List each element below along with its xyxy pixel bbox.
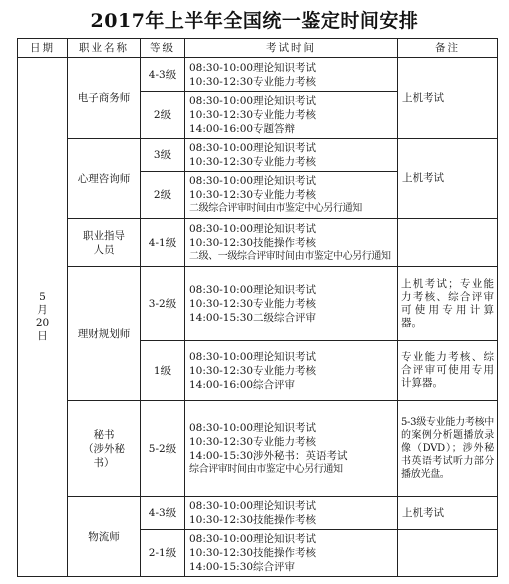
time-range: 14:00-15:30: [189, 311, 254, 324]
header-exam-time: 考试时间: [185, 39, 398, 58]
exam-subject: 综合评审: [253, 561, 295, 573]
time-range: 10:30-12:30: [189, 297, 254, 310]
level-cell: 3-2级: [141, 267, 185, 341]
remarks-cell: 专业能力考核、综合评审可使用专用计算器。: [398, 341, 498, 401]
occupation-name: 物流师: [68, 497, 141, 577]
review-notice: 二级、一级综合评审时间由市鉴定中心另行通知: [189, 250, 391, 262]
time-range: 08:30-10:00: [189, 95, 254, 107]
date-month-unit: 月: [37, 304, 48, 316]
level-cell: 2-1级: [141, 530, 185, 577]
remarks-cell: [398, 219, 498, 267]
time-range: 10:30-12:30: [189, 236, 254, 249]
time-range: 08:30-10:00: [189, 61, 254, 74]
time-range: 10:30-12:30: [189, 364, 254, 377]
time-range: 14:00-16:00: [189, 378, 254, 391]
exam-subject: 理论知识考试: [253, 175, 316, 187]
table-row: [18, 219, 498, 267]
remarks-cell: 5-3级专业能力考核中的案例分析题播放录像（DVD）；涉外秘书英语考试听力部分播放光盘。: [398, 401, 498, 497]
time-range: 14:00-15:30: [189, 561, 254, 573]
header-occupation: 职业名称: [68, 39, 141, 58]
exam-time-cell: [185, 92, 398, 139]
remarks-cell: 上机考试: [398, 139, 498, 219]
time-range: 08:30-10:00: [189, 350, 254, 363]
occupation-name-line: 职业指导: [83, 229, 125, 242]
exam-subject: 理论知识考试: [253, 350, 316, 363]
exam-time-cell: [185, 497, 398, 530]
time-range: 14:00-15:30: [189, 449, 254, 462]
level-cell: 5-2级: [141, 401, 185, 497]
exam-subject: 专业能力考核: [253, 364, 316, 377]
remarks-cell: 上机考试: [398, 58, 498, 139]
header-remarks: 备注: [398, 39, 498, 58]
time-range: 10:30-12:30: [189, 75, 254, 88]
exam-subject: 理论知识考试: [253, 61, 316, 74]
level-cell: 4-3级: [141, 58, 185, 92]
exam-time-cell: [185, 267, 398, 341]
level-cell: 4-3级: [141, 497, 185, 530]
exam-subject: 专业能力考核: [253, 75, 316, 88]
exam-subject: 理论知识考试: [253, 95, 316, 107]
time-range: 14:00-16:00: [189, 123, 254, 135]
time-range: 08:30-10:00: [189, 175, 254, 187]
exam-subject: 理论知识考试: [253, 283, 316, 296]
exam-time-cell: [185, 401, 398, 497]
occupation-name-line: 人员: [93, 243, 115, 256]
exam-subject: 技能操作考核: [253, 514, 316, 526]
header-row: [18, 39, 498, 58]
occupation-name: 电子商务师: [68, 58, 141, 139]
exam-subject: 专题答辩: [253, 123, 295, 135]
time-range: 10:30-12:30: [189, 109, 254, 121]
exam-time-cell: [185, 139, 398, 172]
date-day-number: 20: [35, 317, 50, 329]
exam-subject: 理论知识考试: [253, 533, 316, 545]
time-range: 08:30-10:00: [189, 142, 254, 154]
review-notice: 二级综合评审时间由市鉴定中心另行通知: [189, 203, 362, 214]
table-row: [18, 267, 498, 341]
exam-subject: 专业能力考核: [253, 189, 316, 201]
time-range: 08:30-10:00: [189, 222, 254, 235]
level-cell: 2级: [141, 92, 185, 139]
exam-time-cell: [185, 341, 398, 401]
exam-subject: 专业能力考核: [253, 156, 316, 168]
level-cell: 3级: [141, 139, 185, 172]
time-range: 10:30-12:30: [189, 547, 254, 559]
level-cell: 4-1级: [141, 219, 185, 267]
remarks-cell: 上机考试: [398, 497, 498, 530]
level-cell: 2级: [141, 172, 185, 219]
occupation-name-line: （涉外秘: [83, 442, 125, 455]
occupation-name-line: 秘书: [93, 428, 115, 441]
exam-subject: 技能操作考核: [253, 236, 316, 249]
exam-time-cell: [185, 530, 398, 577]
header-date: 日期: [18, 39, 68, 58]
exam-subject: 理论知识考试: [253, 142, 316, 154]
time-range: 08:30-10:00: [189, 533, 254, 545]
exam-subject: 专业能力考核: [253, 109, 316, 121]
time-range: 10:30-12:30: [189, 514, 254, 526]
page-title: 2017年上半年全国统一鉴定时间安排: [90, 10, 419, 32]
exam-subject: 理论知识考试: [253, 500, 316, 512]
time-range: 10:30-12:30: [189, 156, 254, 168]
table-row: [18, 139, 498, 172]
header-level: 等级: [141, 39, 185, 58]
exam-time-cell: [185, 58, 398, 92]
schedule-table: [17, 38, 498, 577]
date-cell: [18, 58, 68, 577]
exam-subject: 理论知识考试: [253, 222, 316, 235]
exam-subject: 理论知识考试: [253, 421, 316, 434]
exam-subject: 技能操作考核: [253, 547, 316, 559]
time-range: 08:30-10:00: [189, 500, 254, 512]
occupation-name: [68, 219, 141, 267]
time-range: 10:30-12:30: [189, 435, 254, 448]
time-range: 10:30-12:30: [189, 189, 254, 201]
exam-subject: 二级综合评审: [253, 311, 316, 324]
occupation-name: 心理咨询师: [68, 139, 141, 219]
exam-subject: 涉外秘书：英语考试: [253, 449, 348, 462]
remarks-cell: 上机考试；专业能力考核、综合评审可使用专用计算器。: [398, 267, 498, 341]
time-range: 08:30-10:00: [189, 421, 254, 434]
date-month-number: 5: [39, 291, 46, 303]
table-row: [18, 401, 498, 497]
occupation-name: [68, 401, 141, 497]
table-row: [18, 58, 498, 92]
exam-subject: 专业能力考核: [253, 435, 316, 448]
exam-time-cell: [185, 172, 398, 219]
date-day-unit: 日: [37, 330, 48, 342]
exam-subject: 专业能力考核: [253, 297, 316, 310]
exam-time-cell: [185, 219, 398, 267]
review-notice: 综合评审时间由市鉴定中心另行通知: [189, 463, 343, 475]
exam-subject: 综合评审: [253, 378, 295, 391]
level-cell: 1级: [141, 341, 185, 401]
table-row: [18, 497, 498, 530]
occupation-name-line: 书）: [93, 456, 115, 469]
time-range: 08:30-10:00: [189, 283, 254, 296]
occupation-name: 理财规划师: [68, 267, 141, 401]
remarks-cell: [398, 530, 498, 577]
